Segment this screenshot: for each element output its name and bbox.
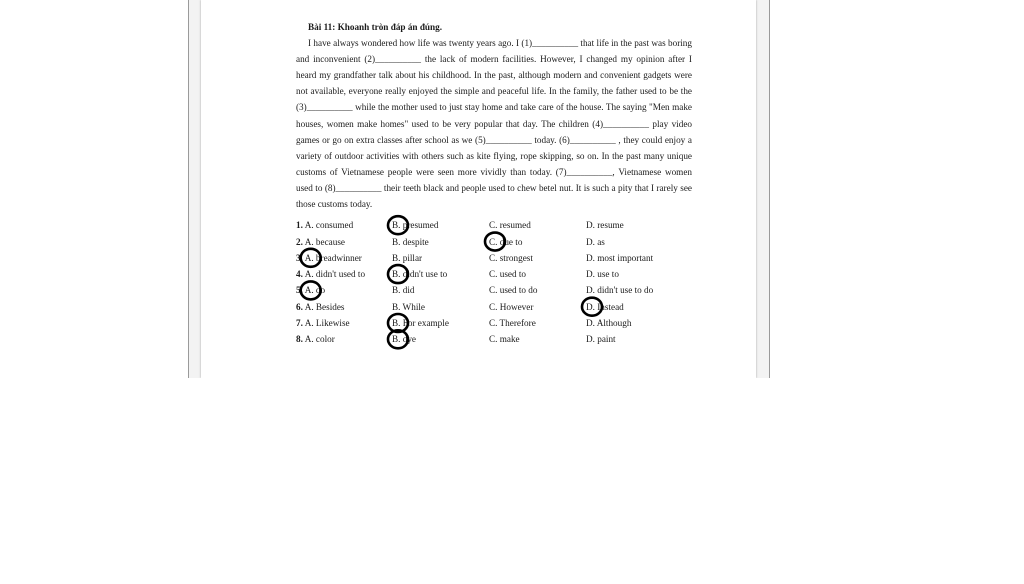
answer-option[interactable]: B. despite bbox=[392, 236, 429, 247]
answer-option[interactable]: B. dye bbox=[392, 334, 416, 345]
answer-option[interactable]: A. Likewise bbox=[304, 318, 350, 328]
answer-option[interactable]: B. did bbox=[392, 285, 415, 296]
answer-option[interactable]: C. resumed bbox=[489, 220, 531, 231]
question-number: 3. bbox=[296, 252, 303, 263]
document-viewer[interactable] bbox=[188, 0, 770, 378]
answer-option[interactable]: A. breadwinner bbox=[304, 252, 362, 263]
question-row bbox=[296, 250, 676, 266]
answer-option[interactable]: D. most important bbox=[586, 252, 654, 263]
answer-option[interactable]: C. used to do bbox=[489, 285, 538, 296]
answer-option[interactable]: C. due to bbox=[489, 236, 523, 247]
question-row bbox=[296, 266, 676, 282]
answer-option[interactable]: B. While bbox=[392, 301, 426, 312]
answer-option[interactable]: D. Instead bbox=[586, 301, 624, 312]
question-number: 2. bbox=[296, 236, 303, 247]
question-row bbox=[296, 217, 676, 233]
reading-passage: I have always wondered how life was twenty years ago. I (1)__________ that life in the past was boring and inconvenient (2)__________ the lack of modern facilities. However, I changed my opinion after I heard my grandfather talk about his childhood. In the past, although modern and convenient gadgets were not available, everyone really enjoyed the simple and peaceful life. In the family, the father used to be the (3)__________ while the mother used to just stay home and take care of the house. The saying "Men make houses, women make homes" used to be very popular that day. The children (4)__________ play video games or go on extra classes after school as we (5)__________ today. (6)__________ , they could enjoy a variety of outdoor activities with others such as kite flying, rope skipping, so on. In the past many unique customs of Vietnamese people were seen more vividly than today. (7)__________, Vietnamese women used to (8)__________ their teeth black and people used to chew betel nut. It is such a pity that I rarely see those customs today. bbox=[296, 38, 692, 210]
answer-option[interactable]: D. paint bbox=[586, 334, 616, 345]
answer-option[interactable]: A. do bbox=[304, 285, 326, 296]
answer-option[interactable]: D. Although bbox=[586, 318, 632, 328]
exercise-title: Bài 11: Khoanh tròn đáp án đúng. bbox=[308, 22, 443, 32]
question-row bbox=[296, 331, 676, 347]
exercise-content bbox=[296, 19, 692, 348]
answer-options-table bbox=[296, 217, 676, 347]
answer-option[interactable]: C. strongest bbox=[489, 252, 533, 263]
question-row bbox=[296, 299, 676, 315]
answer-option[interactable]: A. Besides bbox=[304, 301, 345, 312]
answer-option[interactable]: B. pillar bbox=[392, 252, 423, 263]
question-number: 4. bbox=[296, 269, 303, 280]
answer-option[interactable]: A. didn't used to bbox=[304, 269, 366, 280]
question-row bbox=[296, 315, 676, 331]
answer-option[interactable]: D. didn't use to do bbox=[586, 285, 654, 296]
answer-option[interactable]: D. use to bbox=[586, 269, 619, 280]
question-number: 5. bbox=[296, 285, 303, 296]
question-row bbox=[296, 233, 676, 249]
answer-option[interactable]: C. Therefore bbox=[489, 318, 536, 328]
answer-option[interactable]: B. presumed bbox=[392, 220, 439, 231]
question-row bbox=[296, 282, 676, 298]
question-number: 1. bbox=[296, 220, 303, 231]
question-number: 6. bbox=[296, 301, 303, 312]
answer-option[interactable]: A. consumed bbox=[304, 220, 354, 231]
question-number: 8. bbox=[296, 334, 303, 345]
answer-option[interactable]: A. because bbox=[304, 236, 345, 247]
question-number: 7. bbox=[296, 318, 303, 328]
answer-option[interactable]: D. as bbox=[586, 236, 605, 247]
answer-option[interactable]: B. didn't use to bbox=[392, 269, 448, 280]
document-page bbox=[201, 0, 756, 378]
answer-option[interactable]: C. However bbox=[489, 301, 534, 312]
answer-option[interactable]: B. For example bbox=[392, 318, 449, 328]
answer-option[interactable]: C. used to bbox=[489, 269, 527, 280]
answer-option[interactable]: D. resume bbox=[586, 220, 624, 231]
answer-option[interactable]: A. color bbox=[304, 334, 335, 345]
answer-option[interactable]: C. make bbox=[489, 334, 520, 345]
